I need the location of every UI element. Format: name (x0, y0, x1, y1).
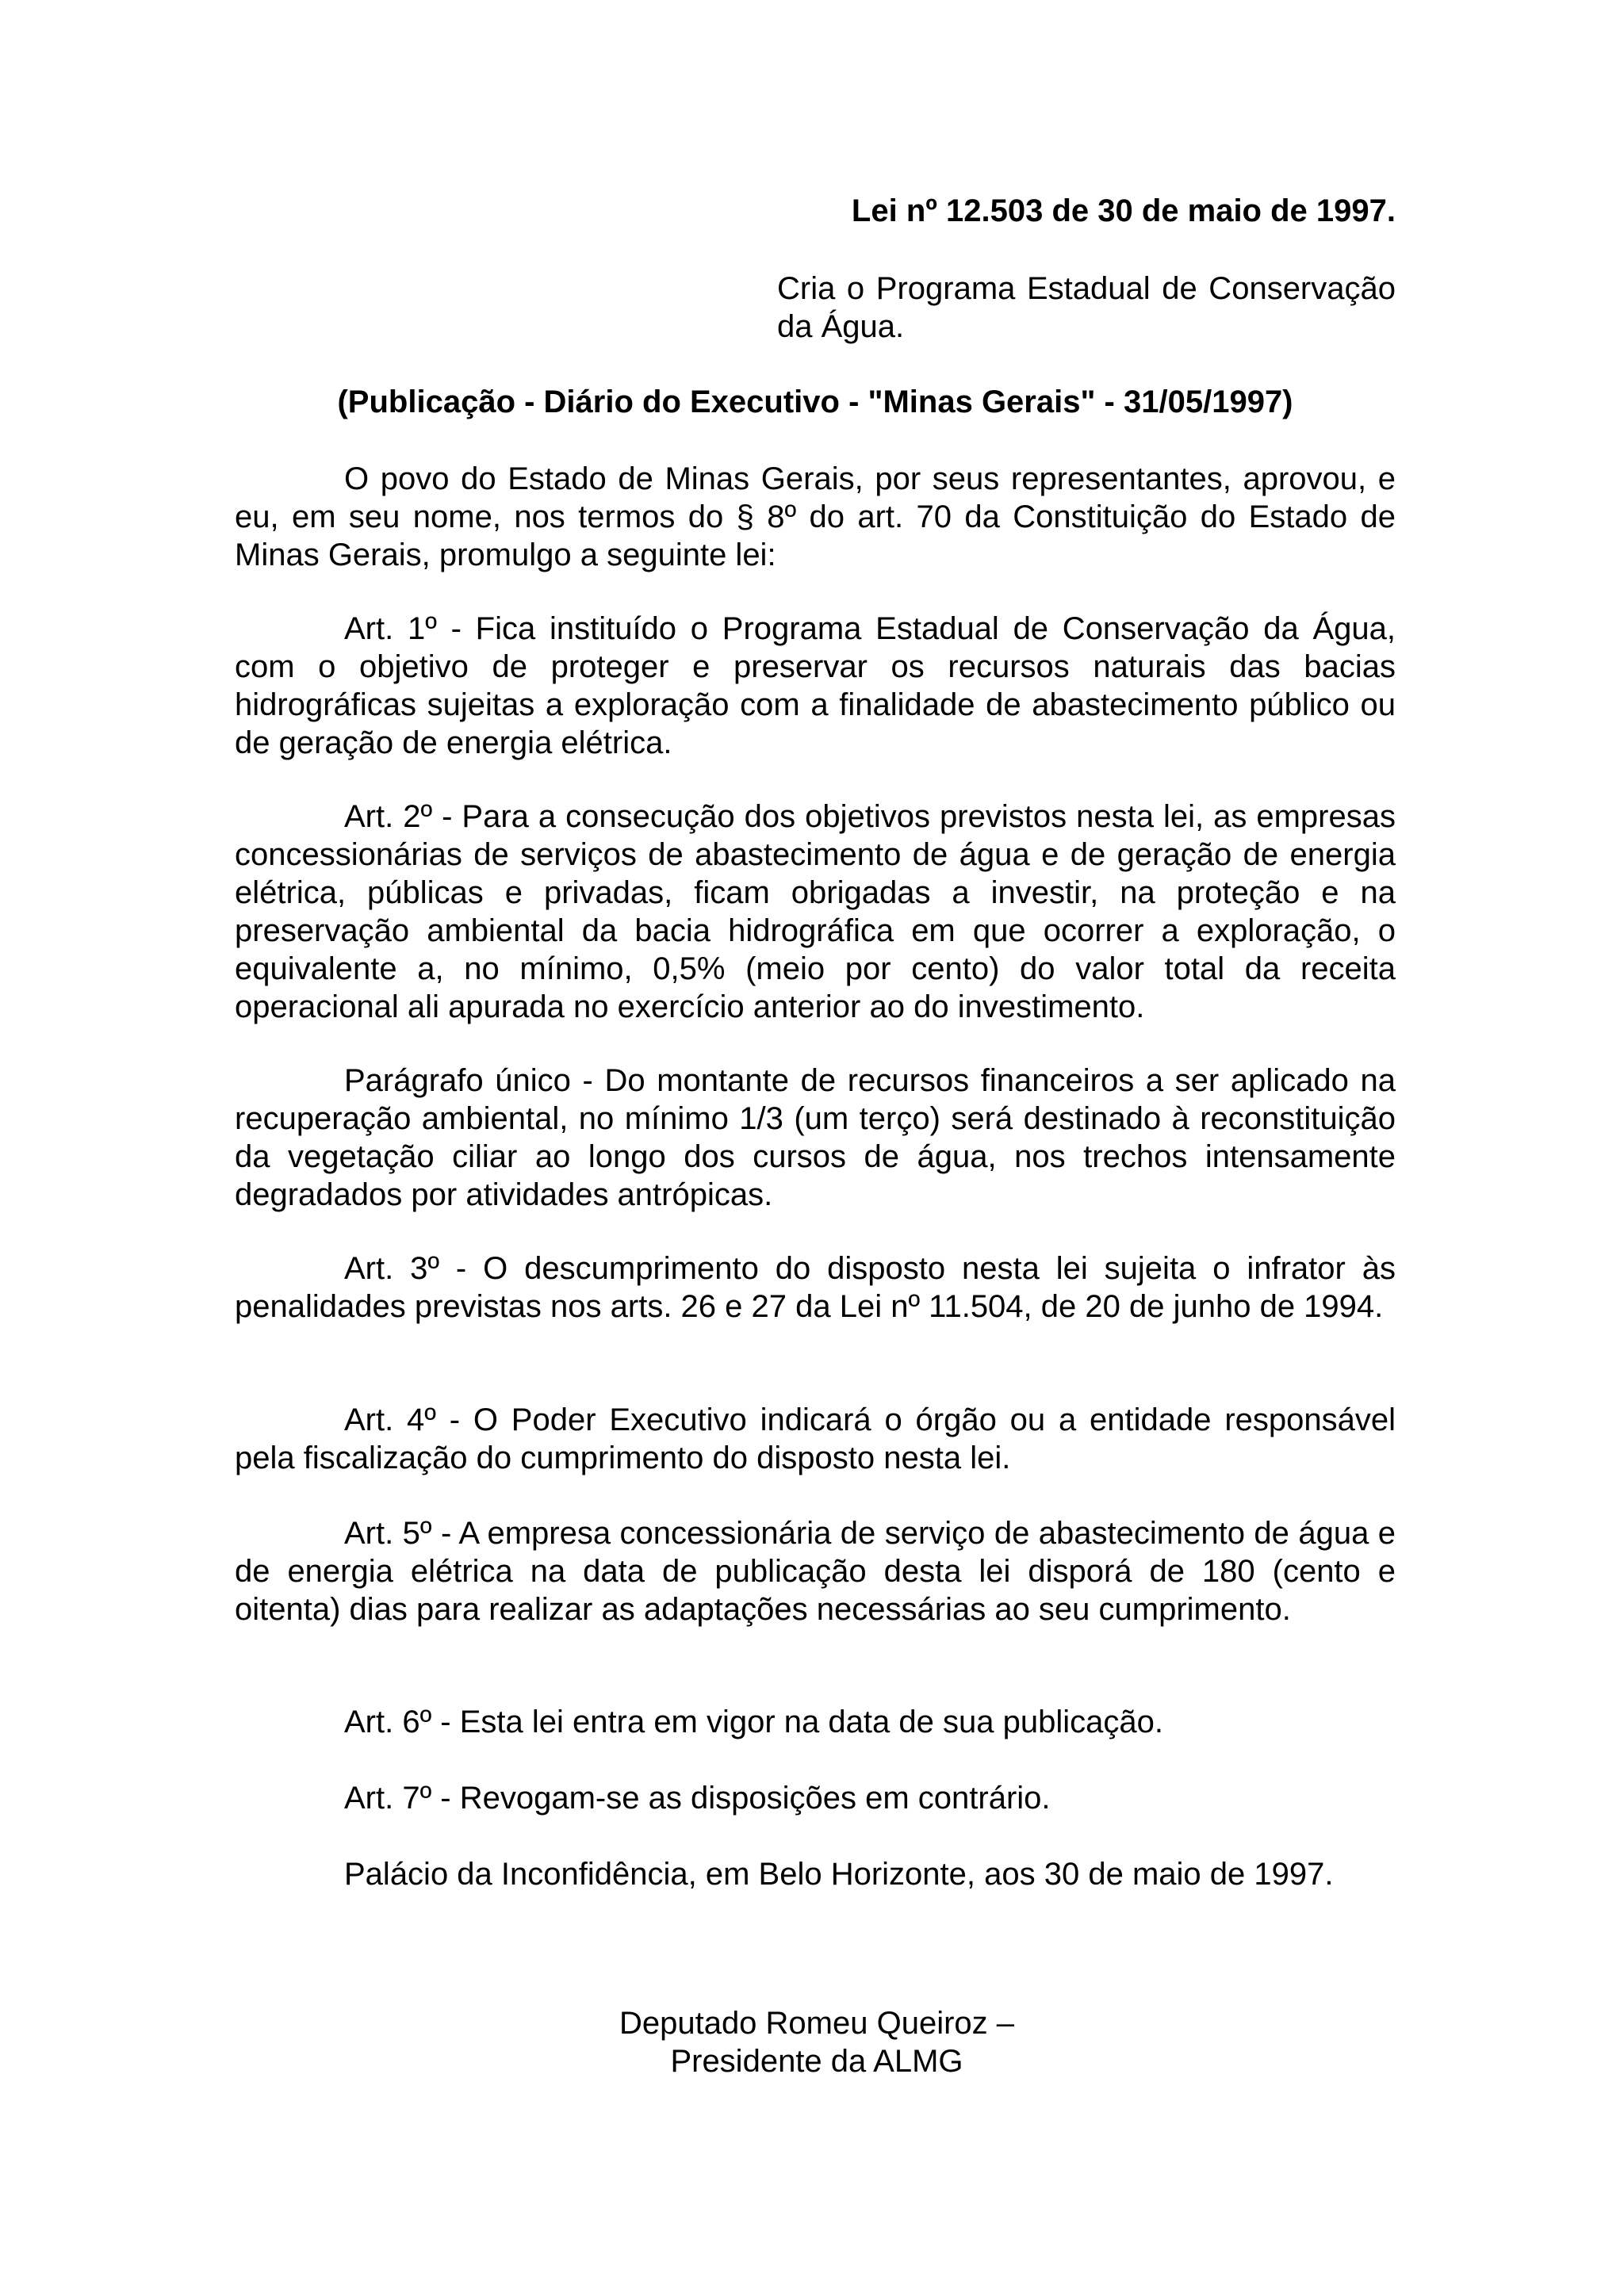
signatory-role: Presidente da ALMG (670, 2044, 963, 2079)
signature-block (476, 2004, 1158, 2080)
law-title: Lei nº 12.503 de 30 de maio de 1997. (851, 193, 1396, 228)
article-4: Art. 4º - O Poder Executivo indicará o órgão ou a entidade responsável pela fiscalização do cumprimento do disposto nesta lei. (235, 1402, 1396, 1475)
preamble-paragraph: O povo do Estado de Minas Gerais, por seus representantes, aprovou, e eu, em seu nome, nos termos do § 8º do art. 70 da Constituição do Estado de Minas Gerais, promulgo a seguinte lei: (235, 461, 1396, 572)
signatory-name: Deputado Romeu Queiroz – (619, 2006, 1015, 2041)
sole-paragraph: Parágrafo único - Do montante de recursos financeiros a ser aplicado na recuperação ambiental, no mínimo 1/3 (um terço) será destinado à reconstituição da vegetação ciliar ao longo dos cursos de água, nos trechos intensamente degradados por atividades antrópicas. (235, 1063, 1396, 1212)
publication-note: (Publicação - Diário do Executivo - "Minas Gerais" - 31/05/1997) (337, 385, 1293, 419)
article-1: Art. 1º - Fica instituído o Programa Estadual de Conservação da Água, com o objetivo de proteger e preservar os recursos naturais das bacias hidrográficas sujeitas a exploração com a finalidade de abastecimento público ou de geração de energia elétrica. (235, 611, 1396, 760)
article-5: Art. 5º - A empresa concessionária de serviço de abastecimento de água e de energia elétrica na data de publicação desta lei disporá de 180 (cento e oitenta) dias para realizar as adaptações necessárias ao seu cumprimento. (235, 1516, 1396, 1627)
article-2: Art. 2º - Para a consecução dos objetivos previstos nesta lei, as empresas concessionárias de serviços de abastecimento de água e de geração de energia elétrica, públicas e privadas, ficam obrigadas a investir, na proteção e na preservação ambiental da bacia hidrográfica em que ocorrer a exploração, o equivalente a, no mínimo, 0,5% (meio por cento) do valor total da receita operacional ali apurada no exercício anterior ao do investimento. (235, 799, 1396, 1024)
article-6: Art. 6º - Esta lei entra em vigor na data de sua publicação. (344, 1705, 1163, 1739)
closing-place-date: Palácio da Inconfidência, em Belo Horizonte, aos 30 de maio de 1997. (344, 1857, 1334, 1892)
article-3: Art. 3º - O descumprimento do disposto nesta lei sujeita o infrator às penalidades previstas nos arts. 26 e 27 da Lei nº 11.504, de 20 de junho de 1994. (235, 1251, 1396, 1324)
law-summary: Cria o Programa Estadual de Conservação da Água. (777, 271, 1396, 344)
article-7: Art. 7º - Revogam-se as disposições em contrário. (344, 1781, 1051, 1816)
